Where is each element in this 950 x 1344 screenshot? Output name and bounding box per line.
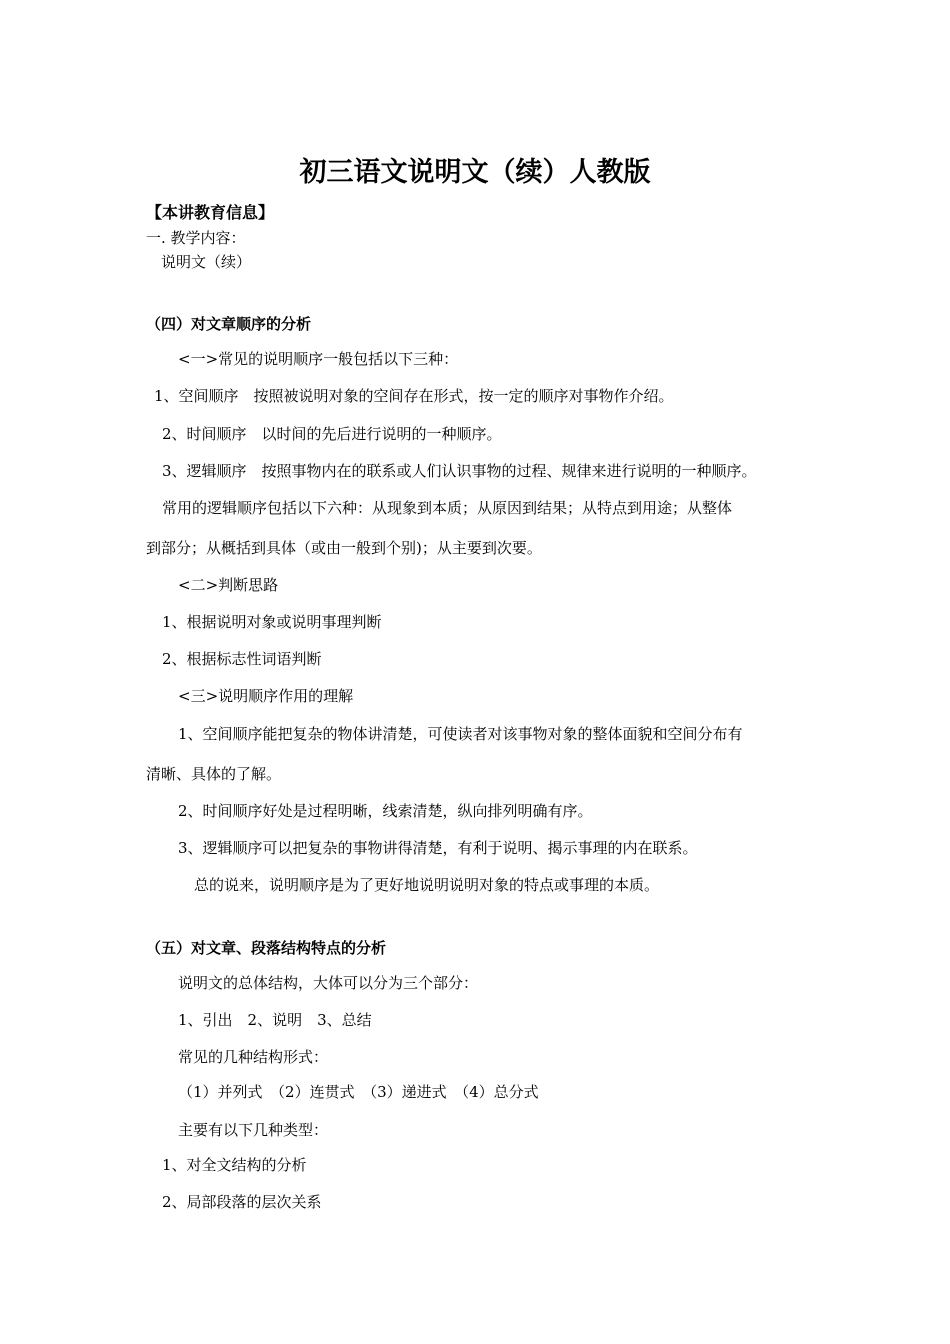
content-value: 说明文（续）	[161, 253, 252, 271]
document-title: 初三语文说明文（续）人教版	[299, 157, 651, 188]
section4-part1-heading: <一>常见的说明顺序一般包括以下三种：	[178, 350, 459, 368]
logic-types-line2: 到部分；从概括到具体（或由一般到个别)；从主要到次要。	[146, 539, 542, 557]
content-label: 一. 教学内容：	[146, 229, 246, 247]
section4-part3-heading: <三>说明顺序作用的理解	[178, 687, 354, 705]
judge-item-1: 1、根据说明对象或说明事理判断	[162, 613, 382, 631]
section5-overall: 说明文的总体结构，大体可以分为三个部分：	[178, 974, 479, 992]
effect-1-line1: 1、空间顺序能把复杂的物体讲清楚，可使读者对该事物对象的整体面貌和空间分布有	[178, 725, 743, 743]
order-space: 1、空间顺序 按照被说明对象的空间存在形式，按一定的顺序对事物作介绍。	[154, 387, 674, 405]
order-time: 2、时间顺序 以时间的先后进行说明的一种顺序。	[162, 425, 502, 443]
info-heading: 【本讲教育信息】	[146, 203, 275, 222]
section5-type-2: 2、局部段落的层次关系	[162, 1193, 322, 1211]
section5-parts: 1、引出 2、说明 3、总结	[178, 1011, 372, 1029]
judge-item-2: 2、根据标志性词语判断	[162, 650, 322, 668]
section4-summary: 总的说来，说明顺序是为了更好地说明说明对象的特点或事理的本质。	[194, 876, 660, 894]
effect-3: 3、逻辑顺序可以把复杂的事物讲得清楚，有利于说明、揭示事理的内在联系。	[178, 839, 698, 857]
section4-part2-heading: <二>判断思路	[178, 576, 279, 594]
section5-type-1: 1、对全文结构的分析	[162, 1156, 307, 1174]
section5-types-heading: 主要有以下几种类型：	[178, 1121, 329, 1139]
section5-heading: （五）对文章、段落结构特点的分析	[146, 939, 387, 957]
logic-types-line1: 常用的逻辑顺序包括以下六种：从现象到本质；从原因到结果；从特点到用途；从整体	[162, 499, 733, 517]
effect-2: 2、时间顺序好处是过程明晰，线索清楚，纵向排列明确有序。	[178, 802, 593, 820]
effect-1-line2: 清晰、具体的了解。	[146, 765, 282, 783]
section5-forms-heading: 常见的几种结构形式：	[178, 1048, 329, 1066]
section5-forms: （1）并列式 （2）连贯式 （3）递进式 （4）总分式	[178, 1083, 539, 1101]
order-logic: 3、逻辑顺序 按照事物内在的联系或人们认识事物的过程、规律来进行说明的一种顺序。	[162, 462, 757, 480]
section4-heading: （四）对文章顺序的分析	[146, 315, 312, 333]
